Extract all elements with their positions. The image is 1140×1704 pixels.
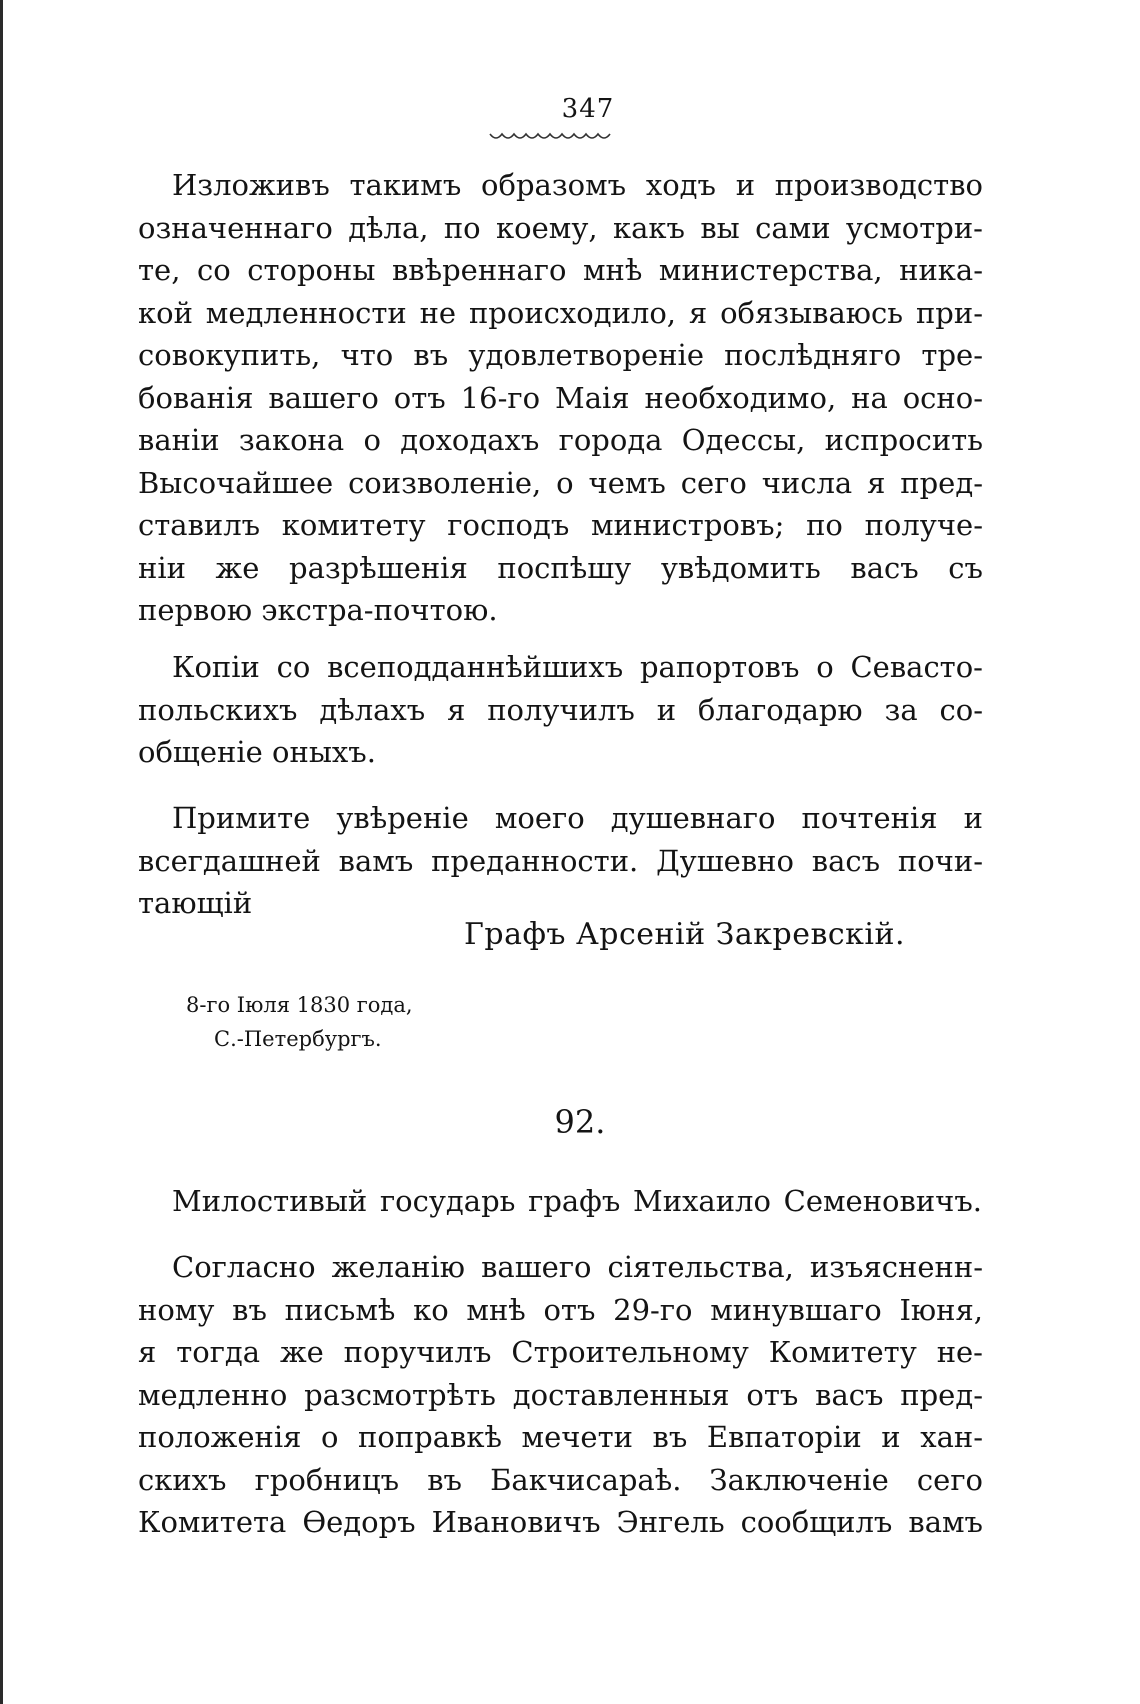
paragraph-line: тающій	[138, 886, 253, 920]
paragraph-line: Изложивъ такимъ образомъ ходъ и производство	[172, 168, 983, 202]
ornament-divider	[488, 130, 616, 144]
paragraph-line: ніи же разрѣшенія поспѣшу увѣдомить васъ съ	[138, 550, 983, 585]
paragraph-line: Согласно желанію вашего сіятельства, изъясненн-	[172, 1250, 983, 1284]
paragraph-line: ставилъ комитету господъ министровъ; по получе-	[138, 508, 983, 542]
paragraph-line: совокупить, что въ удовлетвореніе послѣдняго тре-	[138, 338, 983, 372]
paragraph-line: я тогда же поручилъ Строительному Комитету не-	[138, 1335, 983, 1369]
paragraph-3	[138, 797, 983, 925]
page-left-edge	[0, 0, 3, 1704]
salutation: Милостивый государь графъ Михаило Семеновичъ.	[172, 1184, 982, 1218]
place-line: С.-Петербургъ.	[214, 1027, 382, 1051]
paragraph-2	[138, 646, 983, 774]
paragraph-line: польскихъ дѣлахъ я получилъ и благодарю за со-	[138, 692, 983, 727]
paragraph-line: Комитета Ѳедоръ Ивановичъ Энгель сообщилъ вамъ	[138, 1505, 983, 1539]
paragraph-line: означеннаго дѣла, по коему, какъ вы сами усмотри-	[138, 210, 983, 245]
paragraph-4	[138, 1246, 983, 1544]
paragraph-line: Высочайшее соизволеніе, о чемъ сего числа я пред-	[138, 465, 983, 500]
page-number: 347	[561, 94, 615, 124]
paragraph-line: те, со стороны ввѣреннаго мнѣ министерства, ника-	[138, 253, 983, 287]
paragraph-line: первою экстра-почтою.	[138, 593, 498, 627]
paragraph-line: бованія вашего отъ 16-го Маія необходимо, на осно-	[138, 380, 983, 415]
date-place	[186, 988, 413, 1056]
date-line: 8-го Іюля 1830 года,	[186, 993, 413, 1017]
document-number: 92.	[554, 1103, 606, 1141]
paragraph-line: скихъ гробницъ въ Бакчисараѣ. Заключеніе сего	[138, 1462, 983, 1497]
paragraph-line: ваніи закона о доходахъ города Одессы, испросить	[138, 423, 983, 457]
signature: Графъ Арсеній Закревскій.	[464, 917, 906, 952]
paragraph-line: медленно разсмотрѣть доставленныя отъ васъ пред-	[138, 1377, 983, 1412]
paragraph-line: положенія о поправкѣ мечети въ Евпаторіи и хан-	[138, 1420, 983, 1454]
paragraph-line: кой медленности не происходило, я обязываюсь при-	[138, 295, 983, 330]
paragraph-line: Копіи со всеподданнѣйшихъ рапортовъ о Севасто-	[172, 650, 983, 684]
paragraph-line: всегдашней вамъ преданности. Душевно васъ почи-	[138, 843, 983, 878]
paragraph-line: Примите увѣреніе моего душевнаго почтенія и	[172, 801, 983, 835]
paragraph-line: общеніе оныхъ.	[138, 735, 376, 769]
paragraph-1	[138, 164, 983, 632]
paragraph-line: ному въ письмѣ ко мнѣ отъ 29-го минувшаго Іюня,	[138, 1292, 983, 1327]
